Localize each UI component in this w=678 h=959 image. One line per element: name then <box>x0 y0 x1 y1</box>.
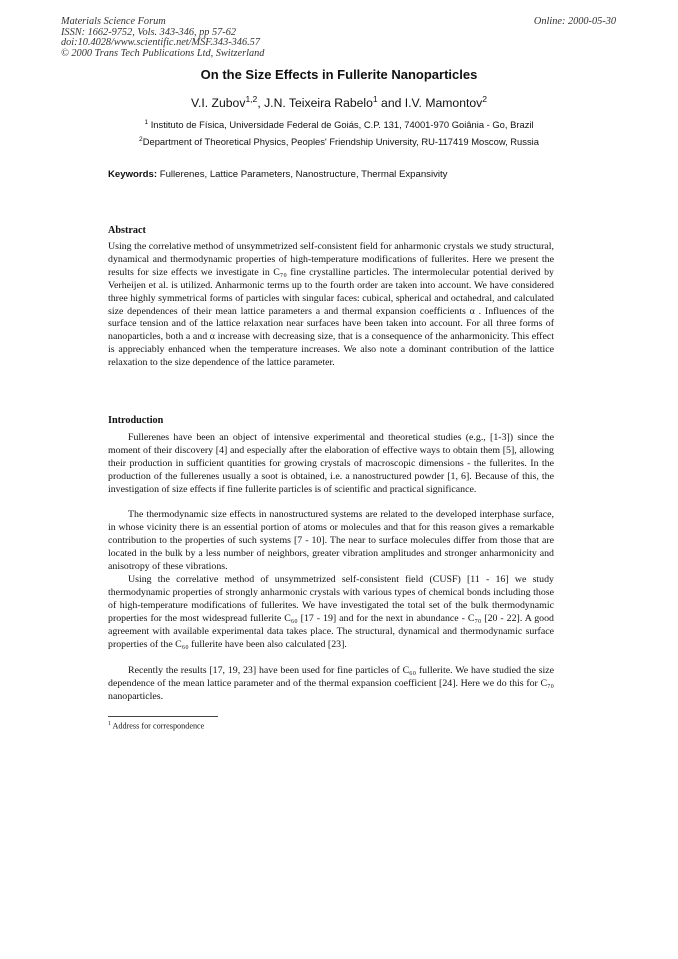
issn-line: ISSN: 1662-9752, Vols. 343-346, pp 57-62 <box>61 26 237 38</box>
author-affil-marker: 1 <box>372 94 378 104</box>
affiliation-text: Instituto de Física, Universidade Federal de Goiás, C.P. 131, 74001-970 Goiânia - Go, Brazil <box>150 119 534 131</box>
journal-name: Materials Science Forum <box>61 16 166 27</box>
author-list <box>0 94 678 110</box>
journal-header <box>61 17 264 59</box>
footnote-text: Address for correspondence <box>110 721 205 731</box>
affiliation-2 <box>0 136 678 147</box>
introduction-heading: Introduction <box>108 415 164 426</box>
doi-line: doi:10.4028/www.scientific.net/MSF.343-346.57 <box>61 37 260 48</box>
footnote-rule <box>108 716 218 717</box>
abstract-heading: Abstract <box>108 225 146 236</box>
keywords <box>108 169 447 180</box>
copyright-line: © 2000 Trans Tech Publications Ltd, Switzerland <box>61 47 265 59</box>
paper-title: On the Size Effects in Fullerite Nanoparticles <box>200 67 478 82</box>
intro-paragraph-2: The thermodynamic size effects in nanostructured systems are related to the developed interphase surface, in whose vicinity there is an essential portion of atoms or molecules and that for this reason gives a remarkable contribution to the properties of such systems [7 - 10]. The near to surface molecules differ from those that are located in the bulk by a less number of neighbors, greater vibration amplitudes and stronger anharmonicity and anisotropy of these vibrations. <box>108 509 554 572</box>
affiliation-1 <box>0 119 678 130</box>
affiliation-marker: 2 <box>139 136 143 143</box>
online-date: Online: 2000-05-30 <box>533 16 616 27</box>
keywords-label: Keywords: <box>108 169 158 180</box>
affiliation-marker: 1 <box>144 119 149 126</box>
intro-paragraph-4: Recently the results [17, 19, 23] have been used for fine particles of C₆₀ fullerite. We have studied the size dependence of the mean lattice parameter and of the thermal expansion coefficient [24]. Here we do this for C₇₀ nanoparticles. <box>108 665 554 702</box>
footnote <box>108 721 204 731</box>
abstract-body: Using the correlative method of unsymmetrized self-consistent field for anharmonic crystals we study structural, dynamical and thermodynamic properties of high-temperature modifications of fullerites. Here we present the results for size effects we investigate in C₇₀ fine crystalline particles. The intermolecular potential derived by Verheijen et al. is utilized. Anharmonic terms up to the fourth order are taken into account. We have considered three highly symmetrical forms of particles with singular faces: cubical, spherical and octahedral, and calculated size dependences of their mean lattice parameters a and thermal expansion coefficients α . Influences of the surface tension and of the lattice relaxation near surfaces have been taken into account. For all three forms of nanoparticles, both a and α increase with decreasing size, that is a consequence of the anharmonicity. This effect is appreciably enhanced when the temperature increases. We also note a dominant contribution of the lattice relaxation to the size dependence of the lattice parameter. <box>108 241 554 369</box>
affiliation-text: Department of Theoretical Physics, Peoples' Friendship University, RU-117419 Moscow, Russia <box>142 136 539 148</box>
author-name: , J.N. Teixeira Rabelo <box>257 96 373 111</box>
author-name: and I.V. Mamontov <box>377 96 483 111</box>
author-affil-marker: 2 <box>482 94 487 104</box>
keywords-text: Fullerenes, Lattice Parameters, Nanostructure, Thermal Expansivity <box>157 169 448 180</box>
footnote-marker: 1 <box>108 721 111 727</box>
intro-paragraph-1: Fullerenes have been an object of intensive experimental and theoretical studies (e.g., [1-3]) since the moment of their discovery [4] and especially after the elaboration of effective ways to obtain them [5], allowing their production in sufficient quantities for growing crystals of macroscopic dimensions - the fullerites. In the production of the fullerenes usually a soot is obtained, i.e. a nanostructured powder [1, 6]. Because of this, the investigation of size effects if fine fullerite particles is of scientific and practical significance. <box>108 432 554 495</box>
intro-paragraph-3: Using the correlative method of unsymmetrized self-consistent field (CUSF) [11 - 16] we study thermodynamic properties of strongly anharmonic crystals with various types of chemical bonds including those of high-temperature modifications of fullerites. We have investigated the total set of the bulk thermodynamic properties for the most widespread fullerite C₆₀ [17 - 19] and for the next in abundance - C₇₀ [20 - 22]. A good agreement with available experimental data takes place. The structural, dynamical and thermodynamic surface properties of the C₆₀ fullerite have been also calculated [23]. <box>108 574 554 650</box>
author-affil-marker: 1,2 <box>245 94 258 104</box>
author-name: V.I. Zubov <box>191 96 246 111</box>
